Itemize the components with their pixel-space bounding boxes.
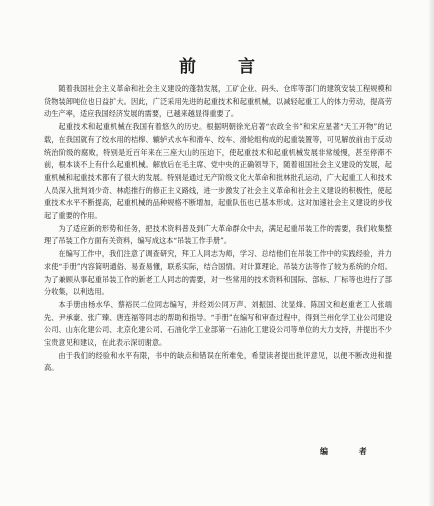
preface-body — [44, 83, 392, 375]
paragraph-5: 本手册由杨水华、蔡裕民二位同志编写，并经刘公同万声、刘振国、沈显烽、陈国文和赵重老工人张端先、尹承豪、张广臻、唐连福等同志的帮助和指导。“手册”在编写和审查过程中，得到兰州化学工业公司建设公司、山东化建公司、北京化建公司、石油化学工业部第一石油化工建设公司等单位的大力支持，并提出不少宝贵意见和建议，在此表示深切谢意。 — [44, 299, 392, 348]
paragraph-1: 随着我国社会主义革命和社会主义建设的蓬勃发展，工矿企业、码头、仓库等部门的建筑安装工程规模和货物装卸吨位也日益扩大。因此，广泛采用先进的起重技术和起重机械，以减轻起重工人的体力劳动，提高劳动生产率，适应我国经济发展的需要，已越来越显得重要了。 — [44, 84, 392, 119]
paragraph-3: 为了适应新的形势和任务，把技术资料普及到广大革命群众中去，满足起重吊装工作的需要，我们收集整理了吊装工作方面有关资料，编写成这本“吊装工作手册”。 — [44, 223, 392, 246]
paragraph-2: 起重技术和起重机械在我国有着悠久的历史。根据明朝徐光启著“农政全书”和宋应星著“天工开物”的记载，在我国就有了绞水用的桔槔、辘轳式水车和滑车、绞车、滑轮组构成的起重装置等，可见解放前由于反动统治阶级的腐败，特别是近百年来在三座大山的压迫下，使起重技术和起重机械发展非常缓慢，甚至停滞不前，根本谈不上有什么起重机械。解放后在毛主席、党中央的正确领导下，随着祖国社会主义建设的发展，起重机械和起重技术都有了很大的发展。特别是通过无产阶级文化大革命和批林批孔运动，广大起重工人和技术人员深入批判刘少奇、林彪推行的修正主义路线，进一步激发了社会主义革命和社会主义建设的积极性，使起重技术水平不断提高，起重机械的品种规格不断增加，起重队伍也已基本形成。这对加速社会主义建设的步伐起了重要的作用。 — [44, 122, 392, 221]
signature: 编 者 — [320, 446, 381, 456]
paragraph-6: 由于我们的经验和水平有限，书中的缺点和错误在所难免，希望读者提出批评意见，以便不断改进和提高。 — [44, 350, 392, 373]
page-title: 前 言 — [179, 57, 273, 77]
scan-edge-shadow — [428, 0, 434, 506]
paragraph-4: 在编写工作中，我们注意了调查研究，拜工人同志为师，学习、总结他们在吊装工作中的实践经验，并力求使“手册”内容简明通俗、易查易懂，联系实际，结合国情。对计算理论、吊装方法等作了较为系统的介绍。为了兼顾从事起重吊装工作的新老工人同志的需要，对一些常用的技术资料和国际、部标、厂标等也进行了部分收集，以利选用。 — [44, 249, 392, 297]
